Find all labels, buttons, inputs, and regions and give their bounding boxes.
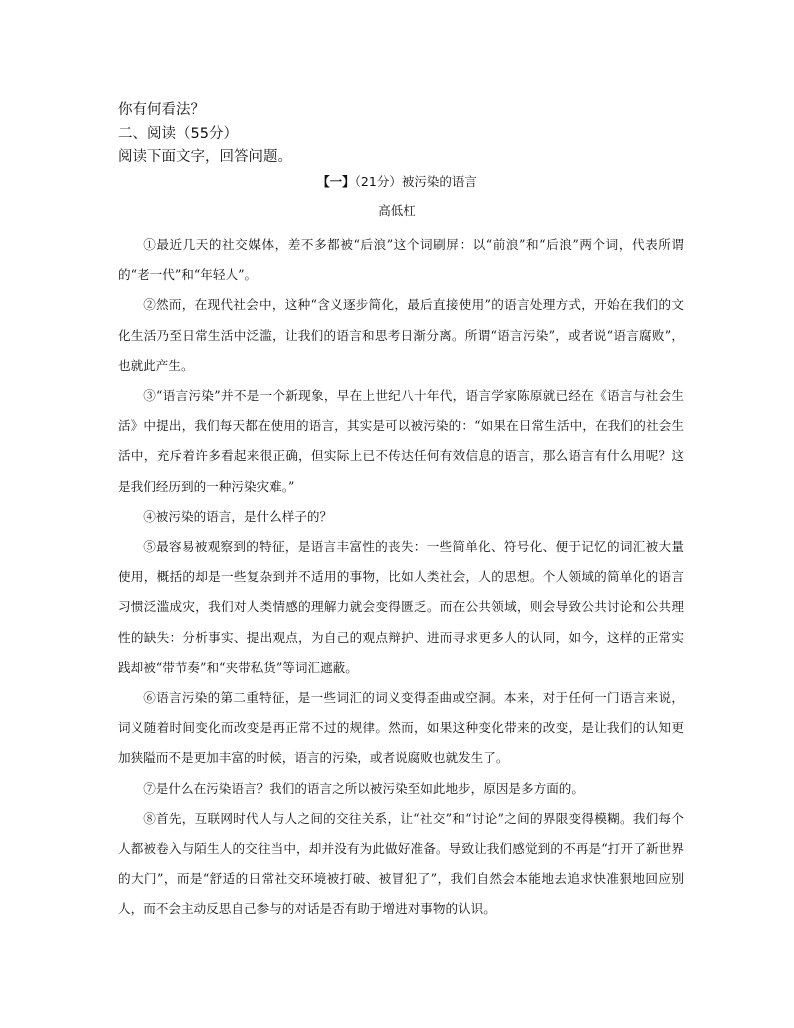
section-heading: 二、阅读（55分） xyxy=(118,126,238,142)
paragraph-4: ④被污染的语言，是什么样子的？ xyxy=(143,508,333,524)
paragraph-8: ⑧首先，互联网时代人与人之间的交往关系，让“社交”和“讨论”之间的界限变得模糊。我们每个人都被卷入与陌生人的交往当中，却并没有为此做好准备。导致让我们感觉到的不再是“打开了新世界的大门”，而是“舒适的日常社交环境被打破、被冒犯了”，我们自然会本能地去追求快准狠地回应别人，而不会主动反思自己参与的对话是否有助于增进对事物的认识。 xyxy=(118,810,684,917)
article-author: 高低杠 xyxy=(378,203,416,218)
paragraph-3: ③“语言污染”并不是一个新现象，早在上世纪八十年代，语言学家陈原就已经在《语言与社会生活》中提出，我们每天都在使用的语言，其实是可以被污染的：“如果在日常生活中，在我们的社会生活中，充斥着许多看起来很正确，但实际上已不传达任何有效信息的语言，那么语言有什么用呢？这是我们经历到的一种污染灾难。” xyxy=(118,388,684,494)
paragraph-5: ⑤最容易被观察到的特征，是语言丰富性的丧失：一些简单化、符号化、便于记忆的词汇被大量使用，概括的却是一些复杂到并不适用的事物，比如人类社会，人的思想。个人领域的简单化的语言习惯泛滥成灾，我们对人类情感的理解力就会变得匮乏。而在公共领域，则会导致公共讨论和公共理性的缺失：分析事实、提出观点，为自己的观点辩护、进而寻求更多人的认同，如今，这样的正常实践却被“带节奏”和“夹带私货”等词汇遮蔽。 xyxy=(118,539,684,675)
paragraph-1: ①最近几天的社交媒体，差不多都被“后浪”这个词刷屏：以“前浪”和“后浪”两个词，代表所谓的“老一代”和“年轻人”。 xyxy=(118,237,684,283)
article-title: 被污染的语言 xyxy=(401,174,477,189)
article-score: （21分） xyxy=(354,174,402,189)
previous-question-tail: 你有何看法？ xyxy=(118,102,205,118)
reading-instruction: 阅读下面文字，回答问题。 xyxy=(118,149,292,165)
paragraph-2: ②然而，在现代社会中，这种“含义逐步简化，最后直接使用”的语言处理方式，开始在我们的文化生活乃至日常生活中泛滥，让我们的语言和思考日渐分离。所谓“语言污染”，或者说“语言腐败”，也就此产生。 xyxy=(118,297,684,373)
paragraph-6: ⑥语言污染的第二重特征，是一些词汇的词义变得歪曲或空洞。本来，对于任何一门语言来说，词义随着时间变化而改变是再正常不过的规律。然而，如果这种变化带来的改变，是让我们的认知更加狭隘而不是更加丰富的时候，语言的污染，或者说腐败也就发生了。 xyxy=(118,690,684,766)
paragraph-7: ⑦是什么在污染语言？我们的语言之所以被污染至如此地步，原因是多方面的。 xyxy=(143,780,584,796)
section-marker: 【一】 xyxy=(317,174,355,189)
article-title-line xyxy=(0,173,794,191)
article-body xyxy=(118,230,684,925)
